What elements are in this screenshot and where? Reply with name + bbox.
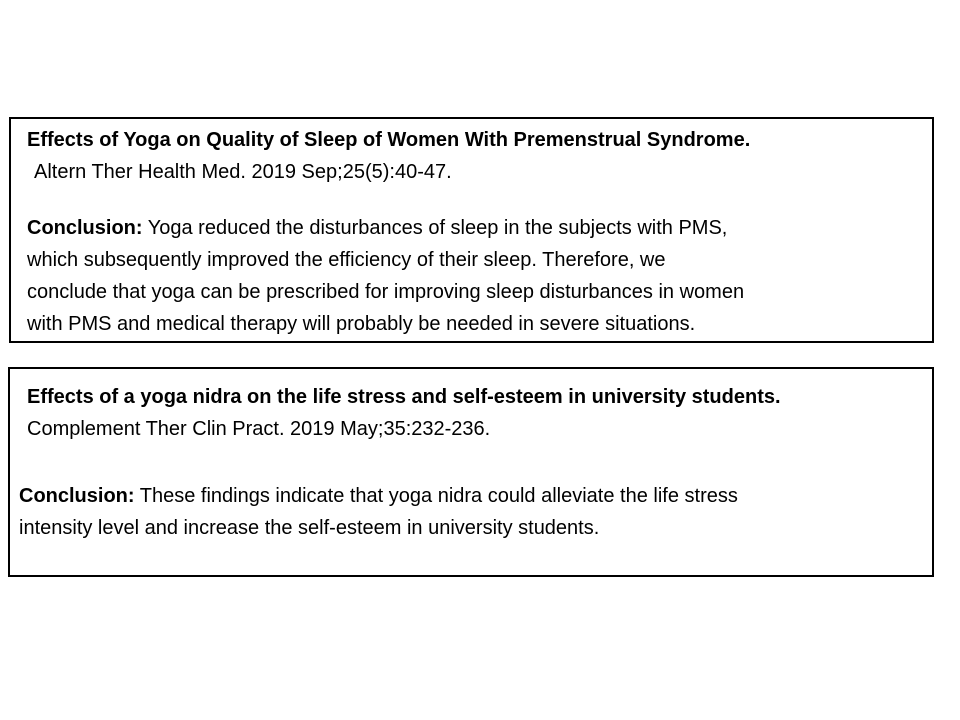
conclusion-label: Conclusion: — [27, 217, 143, 239]
article-card-1 — [9, 117, 934, 343]
article-conclusion — [27, 212, 744, 340]
article-conclusion — [19, 480, 738, 544]
article-card-2 — [8, 367, 934, 577]
conclusion-line: with PMS and medical therapy will probably be needed in severe situations. — [27, 313, 696, 335]
article-title: Effects of Yoga on Quality of Sleep of Women With Premenstrual Syndrome. — [27, 129, 751, 151]
conclusion-line: intensity level and increase the self-esteem in university students. — [19, 517, 600, 539]
conclusion-label: Conclusion: — [19, 485, 135, 507]
article-citation: Altern Ther Health Med. 2019 Sep;25(5):40-47. — [34, 161, 452, 183]
article-citation: Complement Ther Clin Pract. 2019 May;35:232-236. — [27, 418, 491, 440]
conclusion-line: conclude that yoga can be prescribed for improving sleep disturbances in women — [27, 281, 745, 303]
conclusion-line: These findings indicate that yoga nidra could alleviate the life stress — [134, 485, 738, 507]
conclusion-line: Yoga reduced the disturbances of sleep in the subjects with PMS, — [142, 217, 728, 239]
article-title: Effects of a yoga nidra on the life stress and self-esteem in university students. — [27, 386, 781, 408]
conclusion-line: which subsequently improved the efficiency of their sleep. Therefore, we — [27, 249, 666, 271]
